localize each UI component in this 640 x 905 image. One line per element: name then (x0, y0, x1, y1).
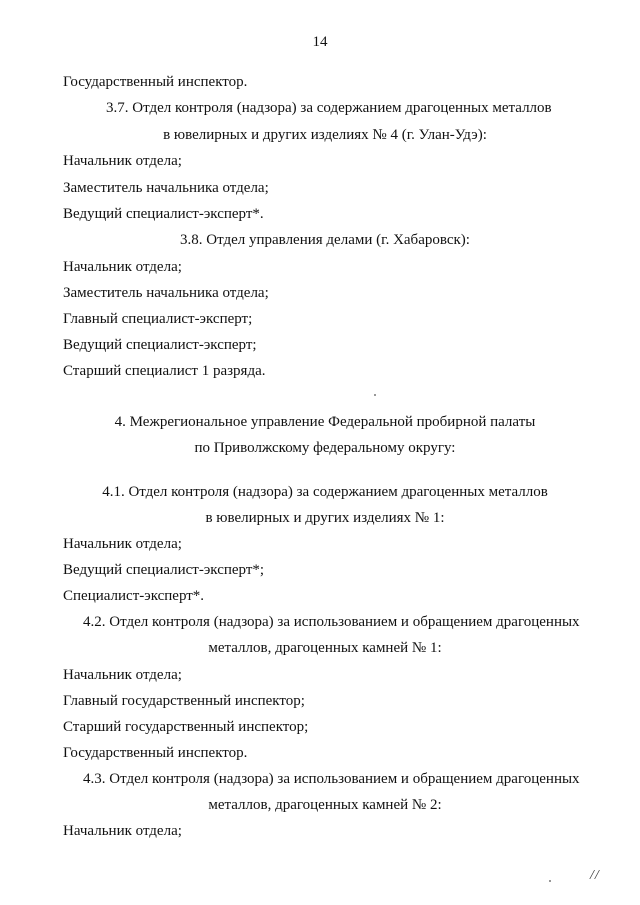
text-line: Главный государственный инспектор; (63, 693, 305, 709)
text-line: Ведущий специалист-эксперт; (63, 337, 257, 353)
section-heading: 4.3. Отдел контроля (надзора) за использованием и обращением драгоценных (83, 771, 580, 787)
text-line: Старший государственный инспектор; (63, 719, 309, 735)
text-line: Начальник отдела; (63, 667, 182, 683)
text-line: Заместитель начальника отдела; (63, 180, 269, 196)
text-line: Государственный инспектор. (63, 74, 248, 90)
text-line: Начальник отдела; (63, 259, 182, 275)
text-line: Заместитель начальника отдела; (63, 285, 269, 301)
section-heading-cont: в ювелирных и других изделиях № 1: (205, 510, 445, 526)
section-heading-cont: металлов, драгоценных камней № 2: (208, 797, 442, 813)
text-line: Ведущий специалист-эксперт*. (63, 206, 264, 222)
text-line: Ведущий специалист-эксперт*; (63, 562, 265, 578)
page-number: 14 (312, 34, 328, 50)
handwritten-mark: // (590, 868, 600, 883)
scan-speck (549, 880, 551, 882)
region-heading-cont: по Приволжскому федеральному округу: (194, 440, 456, 456)
text-line: Государственный инспектор. (63, 745, 248, 761)
text-line: Начальник отдела; (63, 153, 182, 169)
text-line: Начальник отдела; (63, 823, 182, 839)
section-heading: 4.1. Отдел контроля (надзора) за содержанием драгоценных металлов (102, 484, 548, 500)
text-line: Главный специалист-эксперт; (63, 311, 253, 327)
section-heading: 3.8. Отдел управления делами (г. Хабаровск): (180, 232, 470, 248)
section-heading-cont: в ювелирных и других изделиях № 4 (г. Улан-Удэ): (163, 127, 487, 143)
text-line: Специалист-эксперт*. (63, 588, 205, 604)
text-line: Старший специалист 1 разряда. (63, 363, 266, 379)
section-heading: 3.7. Отдел контроля (надзора) за содержанием драгоценных металлов (106, 100, 552, 116)
section-heading-cont: металлов, драгоценных камней № 1: (208, 640, 442, 656)
text-line: Начальник отдела; (63, 536, 182, 552)
region-heading: 4. Межрегиональное управление Федеральной пробирной палаты (114, 414, 536, 430)
scan-speck (374, 394, 376, 396)
section-heading: 4.2. Отдел контроля (надзора) за использованием и обращением драгоценных (83, 614, 580, 630)
